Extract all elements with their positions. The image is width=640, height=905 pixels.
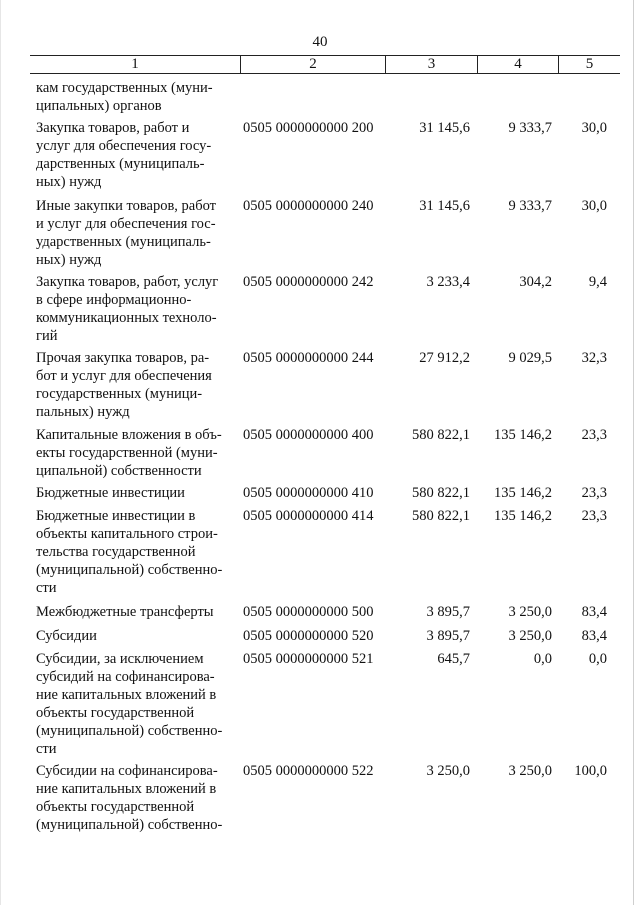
row-value-4: 0,0	[533, 651, 552, 667]
row-value-3: 27 912,2	[419, 350, 470, 366]
row-code: 0505 0000000000 410	[243, 485, 374, 501]
row-value-4: 135 146,2	[494, 427, 552, 443]
row-name: Субсидии на софинансирова- ние капитальных вложений в объекты государственной (муниципальной) собственно-	[36, 763, 223, 833]
row-value-4: 135 146,2	[494, 508, 552, 524]
row-value-5: 0,0	[588, 651, 607, 667]
column-header-2: 2	[241, 55, 386, 74]
row-name: Прочая закупка товаров, ра- бот и услуг для обеспечения государственных (муници- пальных) нужд	[36, 350, 212, 420]
row-value-4: 135 146,2	[494, 485, 552, 501]
column-header-3: 3	[386, 55, 478, 74]
row-code: 0505 0000000000 520	[243, 628, 374, 644]
row-name: Иные закупки товаров, работ и услуг для обеспечения гос- ударственных (муниципаль- ных) нужд	[36, 198, 217, 268]
row-value-5: 83,4	[581, 628, 607, 644]
row-value-5: 100,0	[574, 763, 607, 779]
row-value-5: 32,3	[581, 350, 607, 366]
page-number: 40	[312, 34, 328, 50]
row-name: Субсидии, за исключением субсидий на софинансирова- ние капитальных вложений в объекты государственной (муниципальной) собственно- сти	[36, 651, 223, 757]
row-value-4: 9 029,5	[508, 350, 552, 366]
row-code: 0505 0000000000 414	[243, 508, 374, 524]
row-value-5: 23,3	[581, 508, 607, 524]
row-value-5: 9,4	[588, 274, 607, 290]
row-code: 0505 0000000000 522	[243, 763, 374, 779]
row-value-4: 9 333,7	[508, 120, 552, 136]
row-value-5: 23,3	[581, 427, 607, 443]
row-value-3: 580 822,1	[412, 427, 470, 443]
row-code: 0505 0000000000 240	[243, 198, 374, 214]
row-value-4: 3 250,0	[508, 604, 552, 620]
row-code: 0505 0000000000 400	[243, 427, 374, 443]
scan-right-edge	[633, 0, 634, 905]
row-code: 0505 0000000000 500	[243, 604, 374, 620]
column-header-5: 5	[559, 55, 620, 74]
row-value-5: 23,3	[581, 485, 607, 501]
row-value-4: 304,2	[519, 274, 552, 290]
row-name: Закупка товаров, работ и услуг для обеспечения госу- дарственных (муниципаль- ных) нужд	[36, 120, 212, 190]
row-value-3: 645,7	[437, 651, 470, 667]
row-value-5: 83,4	[581, 604, 607, 620]
row-value-3: 3 895,7	[426, 628, 470, 644]
row-value-3: 3 250,0	[426, 763, 470, 779]
row-value-3: 31 145,6	[419, 198, 470, 214]
row-value-4: 3 250,0	[508, 628, 552, 644]
row-value-3: 31 145,6	[419, 120, 470, 136]
row-value-3: 3 233,4	[426, 274, 470, 290]
row-value-3: 3 895,7	[426, 604, 470, 620]
row-name: Капитальные вложения в объ- екты государственной (муни- ципальной) собственности	[36, 427, 222, 479]
row-name: Межбюджетные трансферты	[36, 604, 214, 620]
row-name: Бюджетные инвестиции в объекты капитального строи- тельства государственной (муниципальной) собственно- сти	[36, 508, 223, 596]
row-value-5: 30,0	[581, 120, 607, 136]
row-value-3: 580 822,1	[412, 508, 470, 524]
row-name: кам государственных (муни- ципальных) органов	[36, 80, 213, 114]
row-code: 0505 0000000000 200	[243, 120, 374, 136]
row-name: Бюджетные инвестиции	[36, 485, 185, 501]
scan-left-edge	[0, 0, 1, 905]
column-header-1: 1	[30, 55, 241, 74]
row-value-4: 9 333,7	[508, 198, 552, 214]
row-value-5: 30,0	[581, 198, 607, 214]
row-code: 0505 0000000000 242	[243, 274, 374, 290]
row-name: Субсидии	[36, 628, 97, 644]
row-value-3: 580 822,1	[412, 485, 470, 501]
row-code: 0505 0000000000 521	[243, 651, 374, 667]
row-name: Закупка товаров, работ, услуг в сфере информационно- коммуникационных техноло- гий	[36, 274, 219, 344]
row-code: 0505 0000000000 244	[243, 350, 374, 366]
column-header-4: 4	[478, 55, 559, 74]
row-value-4: 3 250,0	[508, 763, 552, 779]
